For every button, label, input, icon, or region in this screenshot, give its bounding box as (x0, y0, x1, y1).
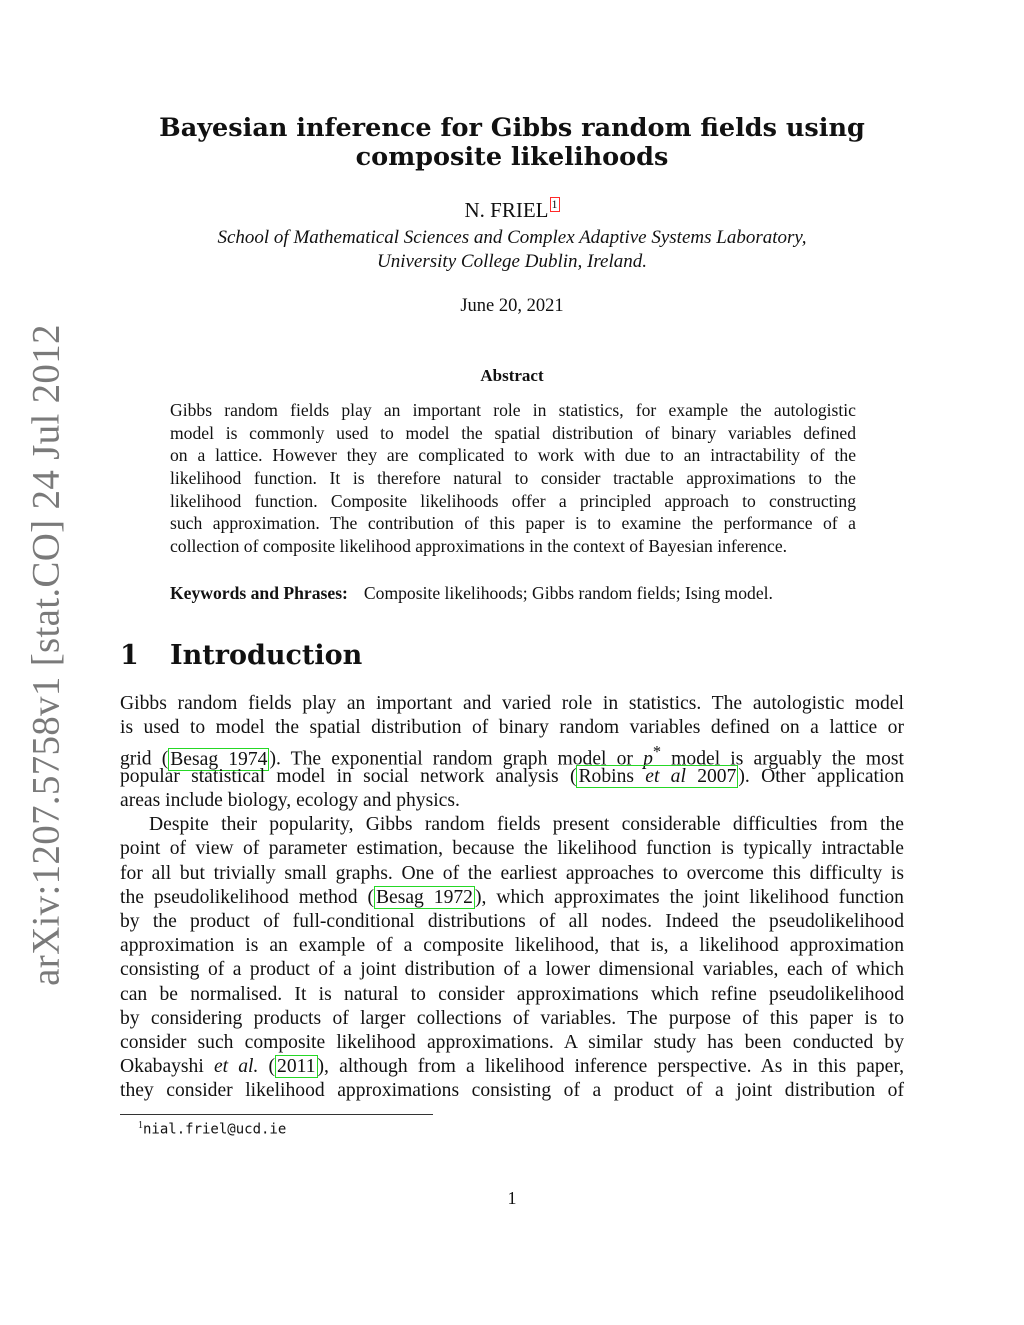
abstract-heading: Abstract (480, 366, 544, 385)
footnote-rule (120, 1114, 433, 1115)
title-line-2: composite likelihoods (355, 142, 669, 172)
affiliation (140, 226, 884, 274)
body-line: the pseudolikelihood method ( Besag 1972 ), which approximates the joint likelihood function (120, 887, 904, 908)
abstract-line: collection of composite likelihood approximations in the context of Bayesian inference. (170, 536, 788, 556)
body-line: Despite their popularity, Gibbs random fields present considerable difficulties from the (149, 814, 904, 835)
abstract-line: on a lattice. However they are complicated to work with due to an intractability of the (170, 445, 856, 465)
body-line: areas include biology, ecology and physics. (120, 790, 460, 811)
citation-besag-1974[interactable]: Besag 1974 (170, 748, 268, 770)
footnote-mark: 1 (138, 1120, 143, 1131)
keywords (170, 583, 860, 604)
footnote (138, 1120, 286, 1138)
section-heading (120, 640, 362, 671)
citation-okabayshi-2011[interactable]: 2011 (277, 1056, 316, 1077)
section-number: 1 (120, 640, 139, 671)
title-line-1: Bayesian inference for Gibbs random fields using (159, 113, 865, 143)
body-line: for all but trivially small graphs. One of the earliest approaches to overcome this difficulty is (120, 863, 904, 884)
citation-robins-2007[interactable]: Robins et al 2007 (578, 766, 737, 787)
body-line: by considering products of larger collections of variables. The purpose of this paper is to (120, 1008, 904, 1029)
abstract-line: Gibbs random fields play an important role in statistics, for example the autologistic (170, 400, 856, 420)
body-line: can be normalised. It is natural to consider approximations which refine pseudolikelihood (120, 984, 904, 1005)
paper-date: June 20, 2021 (460, 296, 564, 316)
keywords-text: Composite likelihoods; Gibbs random fields; Ising model. (363, 583, 773, 603)
body-line: Okabayshi et al. ( 2011 ), although from a likelihood inference perspective. As in this paper, (120, 1056, 904, 1077)
body-line: is used to model the spatial distribution of binary random variables defined on a lattice or (120, 717, 904, 738)
body-line: point of view of parameter estimation, because the likelihood function is typically intractable (120, 838, 904, 859)
body-line: popular statistical model in social network analysis ( Robins et al 2007 ). Other application (120, 766, 905, 787)
arxiv-side-stamp: arXiv:1207.5758v1 [stat.CO] 24 Jul 2012 (24, 324, 68, 986)
body-line: Gibbs random fields play an important and varied role in statistics. The autologistic model (120, 693, 904, 714)
footnote-email[interactable]: nial.friel@ucd.ie (143, 1121, 287, 1138)
citation-besag-1972[interactable]: Besag 1972 (375, 887, 473, 908)
author-name: N. FRIEL (464, 198, 549, 222)
author (140, 196, 884, 224)
author-footnote-link[interactable]: 1 (551, 197, 558, 211)
section-title: Introduction (170, 640, 363, 671)
body-line: consisting of a product of a joint distribution of a lower dimensional variables, each of which (120, 959, 904, 980)
affiliation-line-1: School of Mathematical Sciences and Complex Adaptive Systems Laboratory, (217, 227, 807, 248)
body-line: approximation is an example of a composite likelihood, that is, a likelihood approximation (120, 935, 904, 956)
abstract-line: such approximation. The contribution of this paper is to examine the performance of a (170, 513, 856, 533)
abstract-line: model is commonly used to model the spatial distribution of binary variables defined (170, 423, 856, 443)
keywords-label: Keywords and Phrases: (170, 583, 348, 603)
body-line: by the product of full-conditional distributions of all nodes. Indeed the pseudolikelihood (120, 911, 904, 932)
abstract-line: likelihood function. Composite likelihoods offer a principled approach to constructing (170, 491, 856, 511)
page-number: 1 (507, 1188, 517, 1208)
body-line: they consider likelihood approximations consisting of a product of a joint distribution of (120, 1080, 904, 1101)
affiliation-line-2: University College Dublin, Ireland. (377, 251, 647, 272)
body-line: grid ( Besag 1974 ). The exponential random graph model or p* model is arguably the most (120, 742, 904, 770)
abstract-line: likelihood function. It is therefore natural to consider tractable approximations to the (170, 468, 856, 488)
paper-title (140, 114, 884, 172)
body-line: consider such composite likelihood approximations. A similar study has been conducted by (120, 1032, 904, 1053)
